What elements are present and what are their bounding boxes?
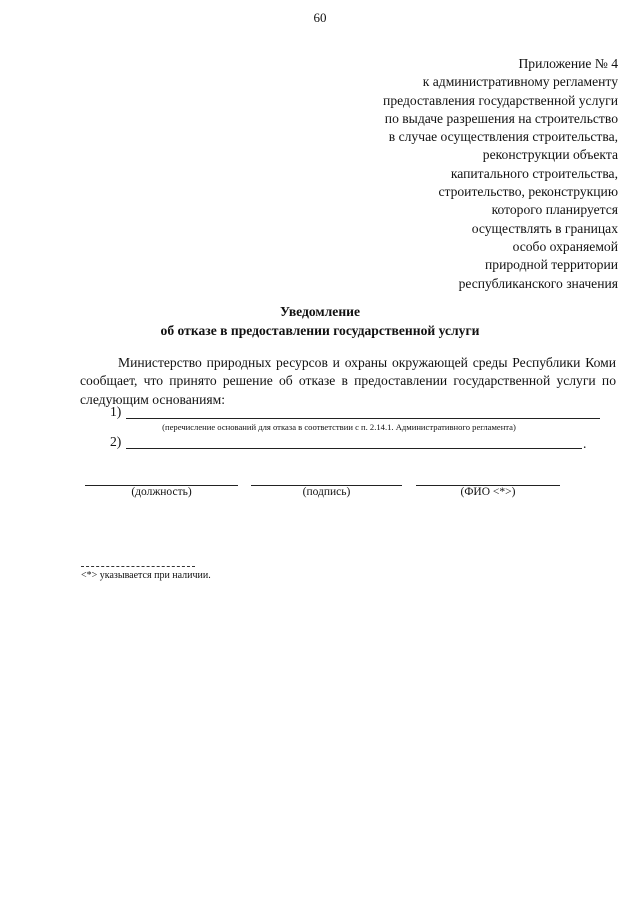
appendix-line: природной территории [485,257,618,273]
appendix-line: в случае осуществления строительства, [388,129,618,145]
position-label: (должность) [131,486,192,498]
appendix-line: осуществлять в границах [471,220,618,236]
reason-number: 2) [110,434,122,449]
reason-number: 1) [110,404,122,419]
appendix-line: которого планируется [491,202,618,218]
appendix-line: строительство, реконструкцию [438,184,618,200]
signature-label: (подпись) [302,486,351,498]
appendix-line: реконструкции объекта [482,147,618,163]
body-paragraph-text: Министерство природных ресурсов и охраны окружающей среды Республики Коми сообщает, что принято решение об отказе в предоставлении государственной услуги по следующим основаниям: [80,355,616,407]
reason-fill-line [126,448,582,449]
reason-hint: (перечисление оснований для отказа в соответствии с п. 2.14.1. Административного регламента) [162,422,516,432]
appendix-line: предоставления государственной услуги [383,92,618,108]
footnote: <*> указывается при наличии. [81,570,211,581]
body-paragraph [80,354,616,409]
page-number: 60 [313,10,327,25]
appendix-line: капитального строительства, [450,165,618,181]
reason-item-end: . [583,436,587,451]
appendix-line: особо охраняемой [512,238,618,254]
appendix-block [288,55,618,293]
heading-subtitle: об отказе в предоставлении государственной услуги [160,323,480,338]
appendix-line: республиканского значения [458,275,618,291]
appendix-line: Приложение № 4 [518,56,618,71]
appendix-line: по выдаче разрешения на строительство [384,110,618,126]
reason-fill-line [126,418,600,419]
document-heading [0,302,640,340]
name-label: (ФИО <*>) [460,486,516,498]
heading-title: Уведомление [279,304,361,319]
footnote-separator [81,566,195,567]
appendix-line: к административному регламенту [422,74,618,90]
